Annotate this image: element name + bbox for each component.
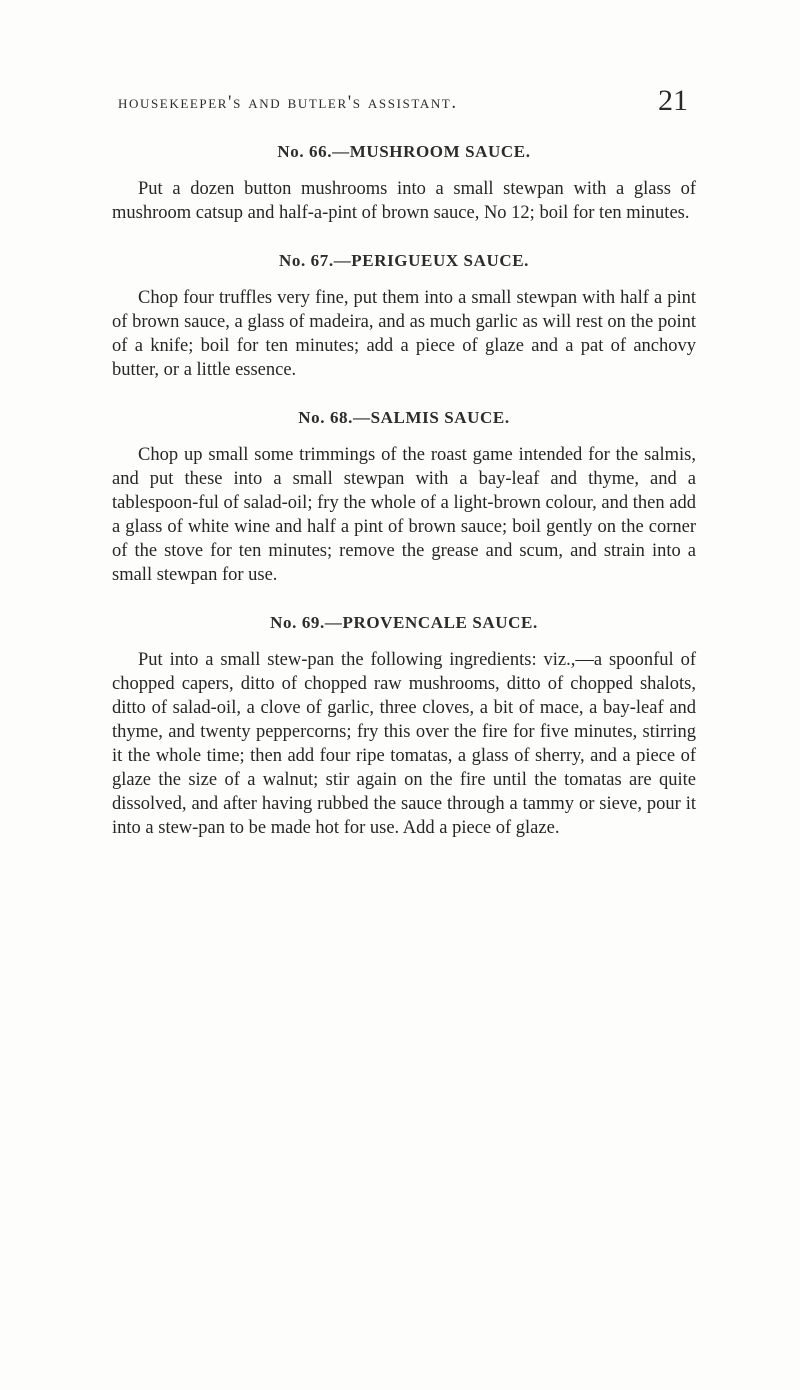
recipe-69 — [112, 613, 696, 840]
page-content — [112, 142, 696, 866]
recipe-body: Chop up small some trimmings of the roast game intended for the salmis, and put these into a small stewpan with a bay-leaf and thyme, and a tablespoon-ful of salad-oil; fry the whole of a light-brown colour, and then add a glass of white wine and half a pint of brown sauce; boil gently on the corner of the stove for ten minutes; remove the grease and scum, and strain into a small stewpan for use. — [112, 445, 696, 585]
recipe-heading: No. 67.—PERIGUEUX SAUCE. — [278, 251, 530, 270]
recipe-66 — [112, 142, 696, 225]
recipe-68 — [112, 408, 696, 587]
page-number: 21 — [658, 84, 688, 117]
recipe-body: Chop four truffles very fine, put them into a small stewpan with half a pint of brown sauce, a glass of madeira, and as much garlic as will rest on the point of a knife; boil for ten minutes; add a piece of glaze and a pat of anchovy butter, or a little essence. — [112, 288, 696, 380]
running-head — [118, 84, 688, 132]
running-title: housekeeper's and butler's assistant. — [118, 92, 458, 113]
recipe-67 — [112, 251, 696, 382]
recipe-body: Put a dozen button mushrooms into a small stewpan with a glass of mushroom catsup and half-a-pint of brown sauce, No 12; boil for ten minutes. — [112, 179, 696, 223]
recipe-heading: No. 66.—MUSHROOM SAUCE. — [277, 142, 531, 161]
recipe-body: Put into a small stew-pan the following ingredients: viz.,—a spoonful of chopped capers, ditto of chopped raw mushrooms, ditto of chopped shalots, ditto of salad-oil, a clove of garlic, three cloves, a bit of mace, a bay-leaf and thyme, and twenty peppercorns; fry this over the fire for five minutes, stirring it the whole time; then add four ripe tomatas, a glass of sherry, and a piece of glaze the size of a walnut; stir again on the fire until the tomatas are quite dissolved, and after having rubbed the sauce through a tammy or sieve, pour it into a stew-pan to be made hot for use. Add a piece of glaze. — [112, 650, 696, 838]
recipe-heading: No. 68.—SALMIS SAUCE. — [298, 408, 510, 427]
recipe-heading: No. 69.—PROVENCALE SAUCE. — [270, 613, 538, 632]
